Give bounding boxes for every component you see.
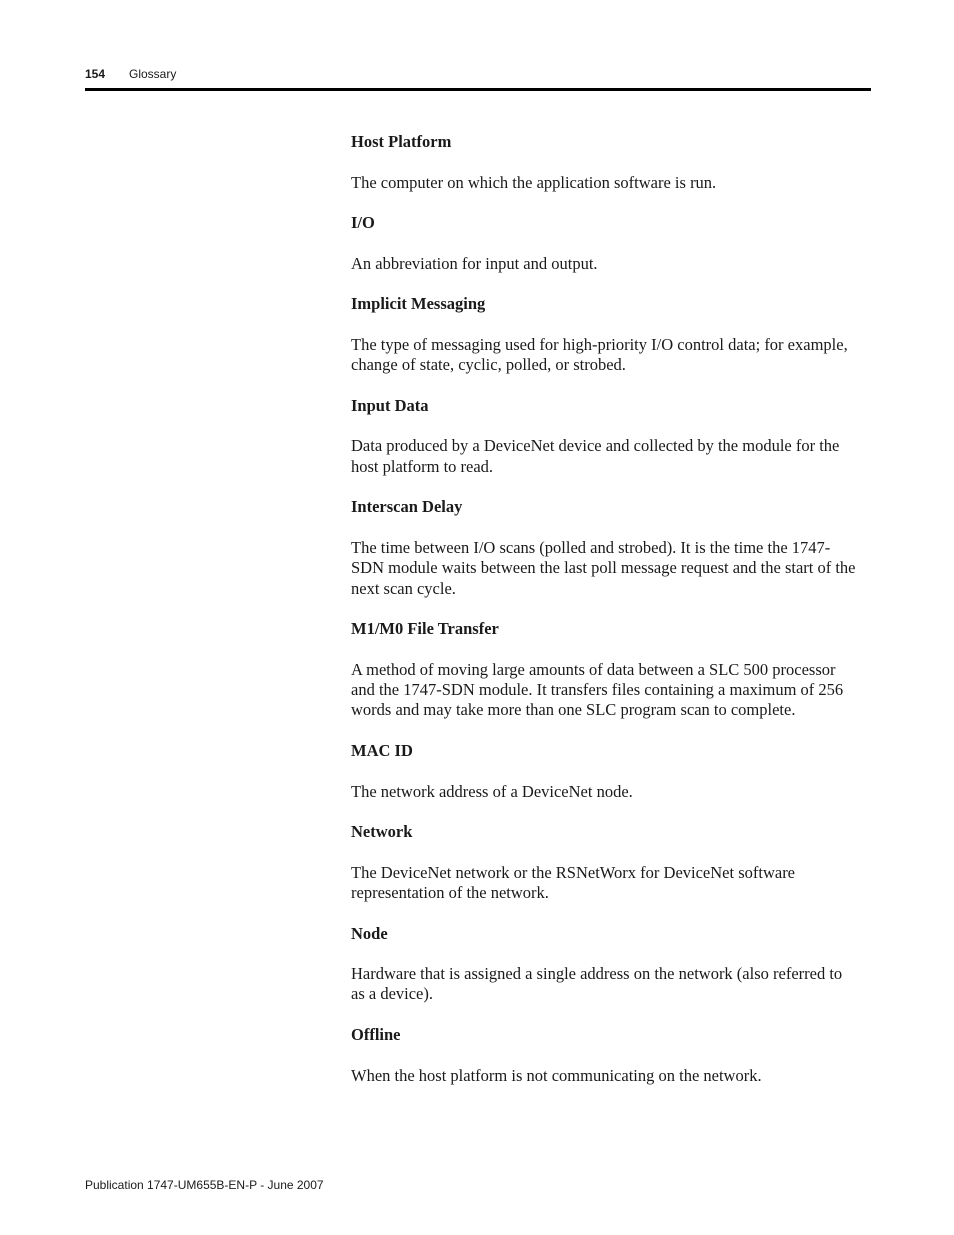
page-number: 154 xyxy=(85,67,106,81)
glossary-term: Interscan Delay xyxy=(351,497,463,517)
glossary-entry-interscan-delay xyxy=(351,497,856,598)
glossary-term: Host Platform xyxy=(351,132,452,151)
glossary-entry-host-platform xyxy=(351,132,856,193)
glossary-entry-implicit-messaging xyxy=(351,294,856,375)
glossary-term: I/O xyxy=(351,213,375,233)
glossary-entry-network xyxy=(351,822,856,903)
glossary-definition: When the host platform is not communicating on the network. xyxy=(351,1065,762,1085)
glossary-term: MAC ID xyxy=(351,740,413,760)
glossary-definition: The computer on which the application software is run. xyxy=(351,172,717,192)
glossary-definition: Data produced by a DeviceNet device and collected by the module for the host platform to read. xyxy=(351,436,840,476)
header-rule xyxy=(85,88,871,91)
glossary-term: Input Data xyxy=(351,395,429,415)
glossary-term: Network xyxy=(351,822,413,842)
glossary-definition: The time between I/O scans (polled and strobed). It is the time the 1747-SDN module waits between the last poll message request and the start of the next scan cycle. xyxy=(351,537,856,598)
glossary-term: Implicit Messaging xyxy=(351,294,486,314)
glossary-definition: The network address of a DeviceNet node. xyxy=(351,781,633,801)
glossary-definition: The DeviceNet network or the RSNetWorx for DeviceNet software representation of the network. xyxy=(351,862,796,902)
glossary-term: Offline xyxy=(351,1025,401,1045)
page-footer: Publication 1747-UM655B-EN-P - June 2007 xyxy=(85,1178,324,1192)
glossary-entry-offline xyxy=(351,1025,856,1086)
glossary-entry-node xyxy=(351,924,856,1005)
glossary-list xyxy=(351,132,856,1106)
glossary-definition: Hardware that is assigned a single address on the network (also referred to as a device). xyxy=(351,964,843,1004)
glossary-entry-m1-m0-file-transfer xyxy=(351,619,856,720)
glossary-definition: A method of moving large amounts of data between a SLC 500 processor and the 1747-SDN module. It transfers files containing a maximum of 256 words and may take more than one SLC program scan to complete. xyxy=(351,659,844,720)
glossary-term: Node xyxy=(351,923,388,943)
page-header xyxy=(85,66,871,82)
glossary-entry-io xyxy=(351,213,856,274)
glossary-entry-input-data xyxy=(351,396,856,477)
glossary-entry-mac-id xyxy=(351,741,856,802)
glossary-definition: An abbreviation for input and output. xyxy=(351,253,598,273)
section-name: Glossary xyxy=(129,67,177,81)
glossary-definition: The type of messaging used for high-priority I/O control data; for example, change of state, cyclic, polled, or strobed. xyxy=(351,334,848,375)
glossary-term: M1/M0 File Transfer xyxy=(351,619,499,639)
